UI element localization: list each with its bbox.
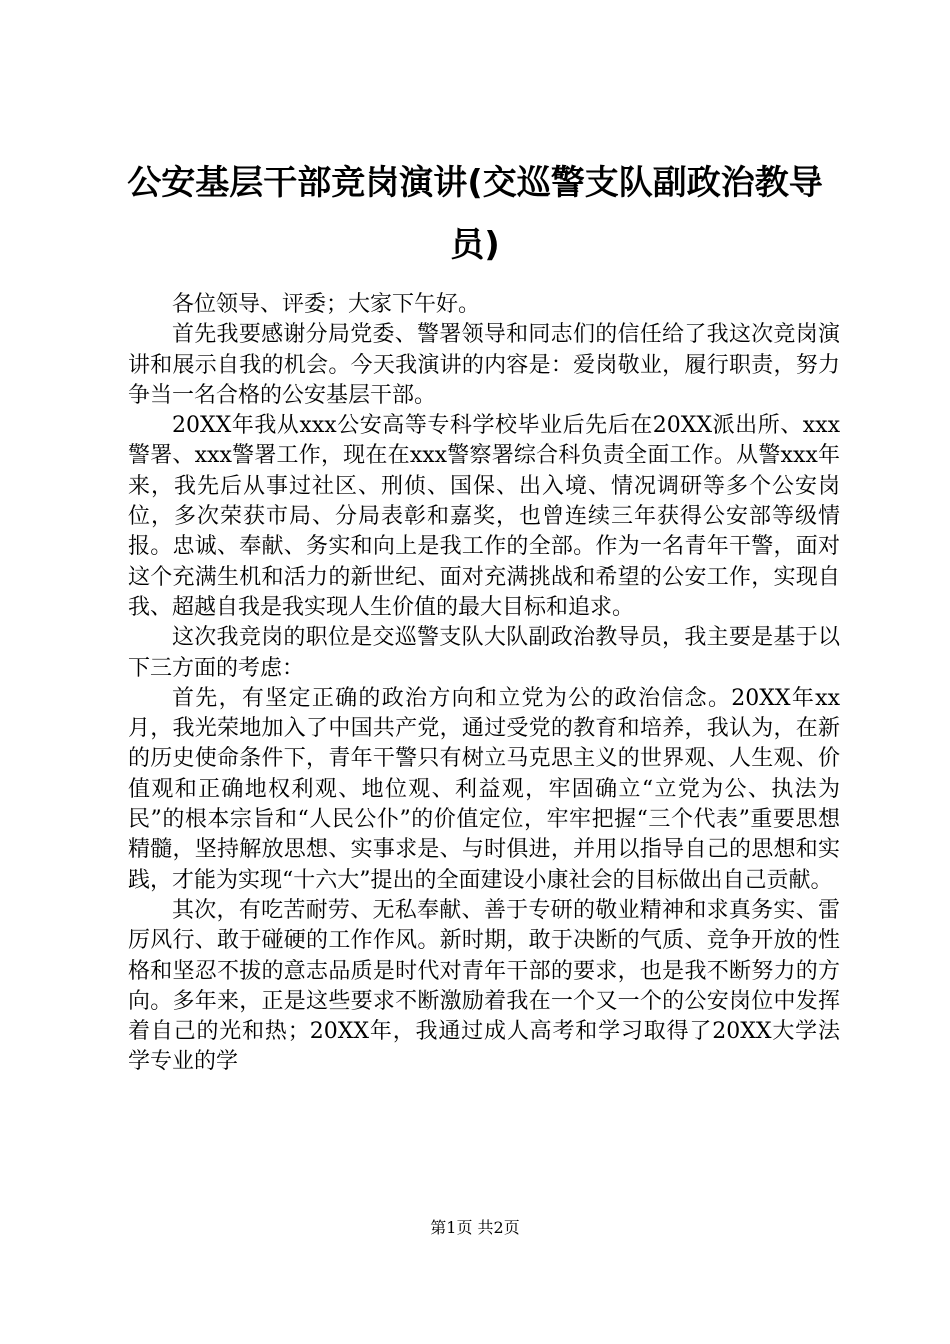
paragraph-first-reason: 首先，有坚定正确的政治方向和立党为公的政治信念。20XX年xx月，我光荣地加入了中国共产党，通过受党的教育和培养，我认为，在新的历史使命条件下，青年干警只有树立马克思主义的世界观、人生观、价值观和正确地权利观、地位观、利益观，牢固确立“立党为公、执法为民”的根本宗旨和“人民公仆”的价值定位，牢牢把握“三个代表”重要思想精髓，坚持解放思想、实事求是、与时俱进，并用以指导自己的思想和实践，才能为实现“十六大”提出的全面建设小康社会的目标做出自己贡献。 <box>128 685 840 893</box>
paragraph-second-reason: 其次，有吃苦耐劳、无私奉献、善于专研的敬业精神和求真务实、雷厉风行、敢于碰硬的工作作风。新时期，敢于决断的气质、竞争开放的性格和坚忍不拔的意志品质是时代对青年干部的要求，也是我不断努力的方向。多年来，正是这些要求不断激励着我在一个又一个的公安岗位中发挥着自己的光和热；20XX年，我通过成人高考和学习取得了20XX大学法学专业的学 <box>128 897 840 1075</box>
paragraph-background: 20XX年我从xxx公安高等专科学校毕业后先后在20XX派出所、xxx警署、xxx警署工作，现在在xxx警察署综合科负责全面工作。从警xxx年来，我先后从事过社区、刑侦、国保、出入境、情况调研等多个公安岗位，多次荣获市局、分局表彰和嘉奖，也曾连续三年获得公安部等级情报。忠诚、奉献、务实和向上是我工作的全部。作为一名青年干警，面对这个充满生机和活力的新世纪、面对充满挑战和希望的公安工作，实现自我、超越自我是我实现人生价值的最大目标和追求。 <box>128 413 840 620</box>
document-title: 公安基层干部竞岗演讲(交巡警支队副政治教导员) <box>127 163 823 265</box>
page-number-footer: 第1页 共2页 <box>430 1218 520 1237</box>
paragraph-greeting: 各位领导、评委；大家下午好。 <box>172 292 481 317</box>
paragraph-thanks: 首先我要感谢分局党委、警署领导和同志们的信任给了我这次竞岗演讲和展示自我的机会。今天我演讲的内容是：爱岗敬业，履行职责，努力争当一名合格的公安基层干部。 <box>128 322 840 408</box>
paragraph-position: 这次我竞岗的职位是交巡警支队大队副政治教导员，我主要是基于以下三方面的考虑： <box>128 625 840 681</box>
document-body <box>128 290 840 1078</box>
